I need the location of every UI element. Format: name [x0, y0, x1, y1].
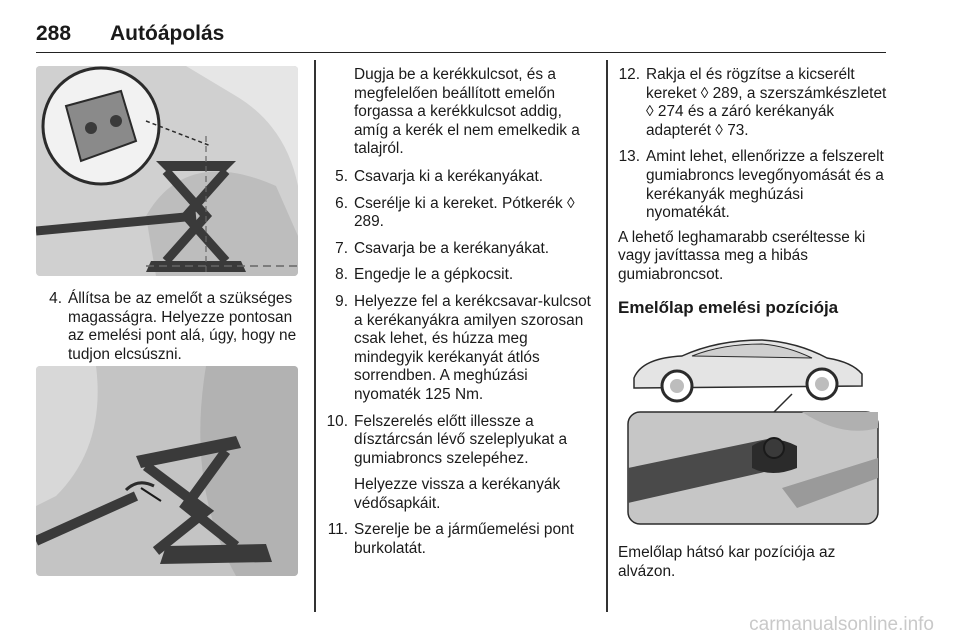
step-number: 4. [49, 290, 62, 307]
page-number: 288 [36, 22, 72, 45]
figure-caption [618, 544, 888, 590]
section-heading: Emelőlap emelési pozíciója [618, 297, 839, 317]
step-number: 7. [335, 239, 348, 257]
column-divider [606, 60, 608, 612]
step-number: 13. [618, 148, 640, 166]
list-item [618, 66, 888, 140]
list-item [326, 240, 598, 259]
step-text: Szerelje be a járműemelési pont burkolatát. [354, 521, 574, 558]
list-item [326, 266, 598, 285]
step-number: 9. [335, 292, 348, 310]
chapter-title: Autóápolás [110, 22, 225, 45]
step-number: 12. [618, 66, 640, 83]
list-item [40, 290, 302, 364]
jack-position-illustration [36, 66, 298, 276]
step-text: Amint lehet, ellenőrizze a felszerelt gumiabroncs levegőnyomását és a kerékanyák meghúzási nyomatékát. [646, 148, 884, 222]
list-item [326, 195, 598, 232]
repair-note: A lehető leghamarabb cseréltesse ki vagy javíttassa meg a hibás gumiabroncsot. [618, 228, 866, 283]
lift-pad-position-drawing [622, 318, 884, 528]
step-number: 5. [335, 167, 348, 185]
caption-text: Emelőlap hátsó kar pozíciója az alvázon. [618, 544, 836, 580]
step-extra-text: Helyezze vissza a kerékanyák védősapkáit. [354, 476, 561, 512]
step-text: Engedje le a gépkocsit. [354, 266, 514, 284]
list-item [326, 521, 598, 558]
list-item [326, 168, 598, 187]
wrench-on-jack-illustration [36, 366, 298, 576]
watermark: carmanualsonline.info [749, 614, 934, 635]
column-divider [314, 60, 316, 612]
step-number: 11. [327, 521, 348, 539]
step-number: 6. [335, 194, 348, 212]
step-4 [40, 290, 302, 372]
step-text: Helyezze fel a kerékcsavar-kulcsot a kerékanyákra amilyen szorosan csak lehet, és húzza meg mindegyik kerékanyát átlós sorrendben. A meghúzási nyomaték 125 Nm. [354, 292, 591, 403]
step-text: Állítsa be az emelőt a szükséges magasságra. Helyezze pontosan az emelési pont alá, úgy, hogy ne tudjon elcsúszni. [68, 290, 297, 363]
jack-position-drawing [36, 66, 298, 276]
list-item [326, 293, 598, 405]
wrench-on-jack-drawing [36, 366, 298, 576]
list-item [618, 148, 888, 222]
list-item [326, 413, 598, 514]
step-text: Csavarja ki a kerékanyákat. [354, 167, 544, 185]
step-text: Cserélje ki a kereket. Pótkerék ◊ 289. [354, 194, 575, 231]
step-number: 8. [335, 266, 348, 284]
step-4-continuation: Dugja be a kerékkulcsot, és a megfelelően beállított emelőn forgassa a kerékkulcsot addig, amíg a kerék el nem emelkedik a talajról. [354, 66, 580, 158]
step-number: 10. [326, 412, 348, 430]
middle-column [326, 66, 598, 567]
step-text: Rakja el és rögzítse a kicserélt kereket ◊ 289, a szerszámkészletet ◊ 274 és a záró kerékanyák adapterét ◊ 73. [646, 66, 887, 139]
step-text: Felszerelés előtt illessze a dísztárcsán lévő szeleplyukat a gumiabroncs szelepéhez. [354, 412, 568, 467]
page-header [36, 18, 886, 53]
step-text: Csavarja be a kerékanyákat. [354, 239, 550, 257]
lift-pad-position-illustration [622, 318, 884, 528]
right-column [618, 66, 888, 317]
